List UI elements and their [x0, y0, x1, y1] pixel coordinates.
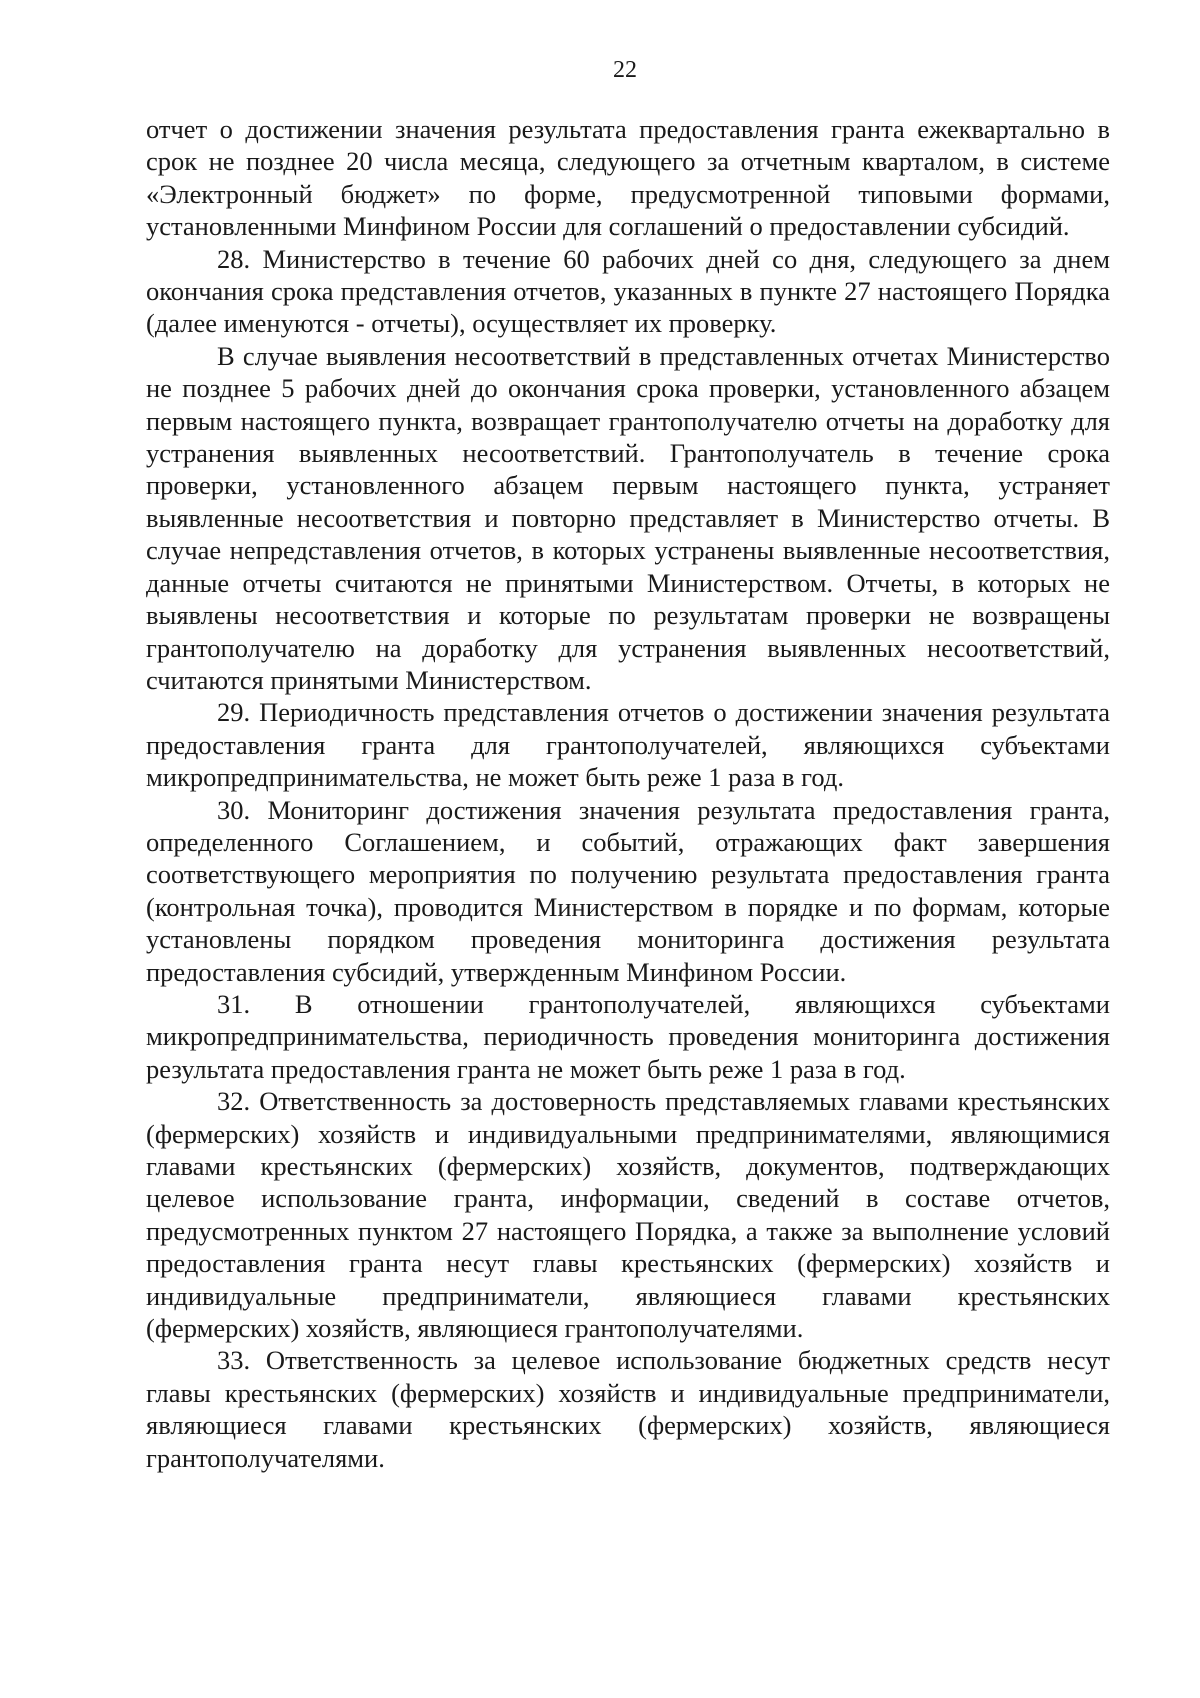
- paragraph-28-discrepancies: В случае выявления несоответствий в представленных отчетах Министерство не позднее 5 рабочих дней до окончания срока проверки, установленного абзацем первым настоящего пункта, возвращает грантополучателю отчеты на доработку для устранения выявленных несоответствий. Грантополучатель в течение срока проверки, установленного абзацем первым настоящего пункта, устраняет выявленные несоответствия и повторно представляет в Министерство отчеты. В случае непредставления отчетов, в которых устранены выявленные несоответствия, данные отчеты считаются не принятыми Министерством. Отчеты, в которых не выявлены несоответствия и которые по результатам проверки не возвращены грантополучателю на доработку для устранения выявленных несоответствий, считаются принятыми Министерством.: [146, 340, 1110, 695]
- paragraph-30: 30. Мониторинг достижения значения результата предоставления гранта, определенного Соглашением, и событий, отражающих факт завершения соответствующего мероприятия по получению результата предоставления гранта (контрольная точка), проводится Министерством в порядке и по формам, которые установлены порядком проведения мониторинга достижения результата предоставления субсидий, утвержденным Минфином России.: [146, 794, 1110, 987]
- paragraph-29: 29. Периодичность представления отчетов о достижении значения результата предоставления гранта для грантополучателей, являющихся субъектами микропредпринимательства, не может быть реже 1 раза в год.: [146, 697, 1110, 793]
- paragraph-report-continuation: отчет о достижении значения результата предоставления гранта ежеквартально в срок не позднее 20 числа месяца, следующего за отчетным кварталом, в системе «Электронный бюджет» по форме, предусмотренной типовыми формами, установленными Минфином России для соглашений о предоставлении субсидий.: [146, 114, 1110, 242]
- paragraph-31: 31. В отношении грантополучателей, являющихся субъектами микропредпринимательства, периодичность проведения мониторинга достижения результата предоставления гранта не может быть реже 1 раза в год.: [146, 988, 1110, 1084]
- paragraph-28: 28. Министерство в течение 60 рабочих дней со дня, следующего за днем окончания срока представления отчетов, указанных в пункте 27 настоящего Порядка (далее именуются - отчеты), осуществляет их проверку.: [146, 243, 1110, 339]
- paragraph-32: 32. Ответственность за достоверность представляемых главами крестьянских (фермерских) хозяйств и индивидуальными предпринимателями, являющимися главами крестьянских (фермерских) хозяйств, документов, подтверждающих целевое использование гранта, информации, сведений в составе отчетов, предусмотренных пунктом 27 настоящего Порядка, а также за выполнение условий предоставления гранта несут главы крестьянских (фермерских) хозяйств и индивидуальные предприниматели, являющиеся главами крестьянских (фермерских) хозяйств, являющиеся грантополучателями.: [146, 1086, 1110, 1344]
- page-number: 22: [613, 57, 637, 83]
- document-body: [146, 113, 1110, 1474]
- paragraph-33: 33. Ответственность за целевое использование бюджетных средств несут главы крестьянских (фермерских) хозяйств и индивидуальные предприниматели, являющиеся главами крестьянских (фермерских) хозяйств, являющиеся грантополучателями.: [146, 1345, 1110, 1473]
